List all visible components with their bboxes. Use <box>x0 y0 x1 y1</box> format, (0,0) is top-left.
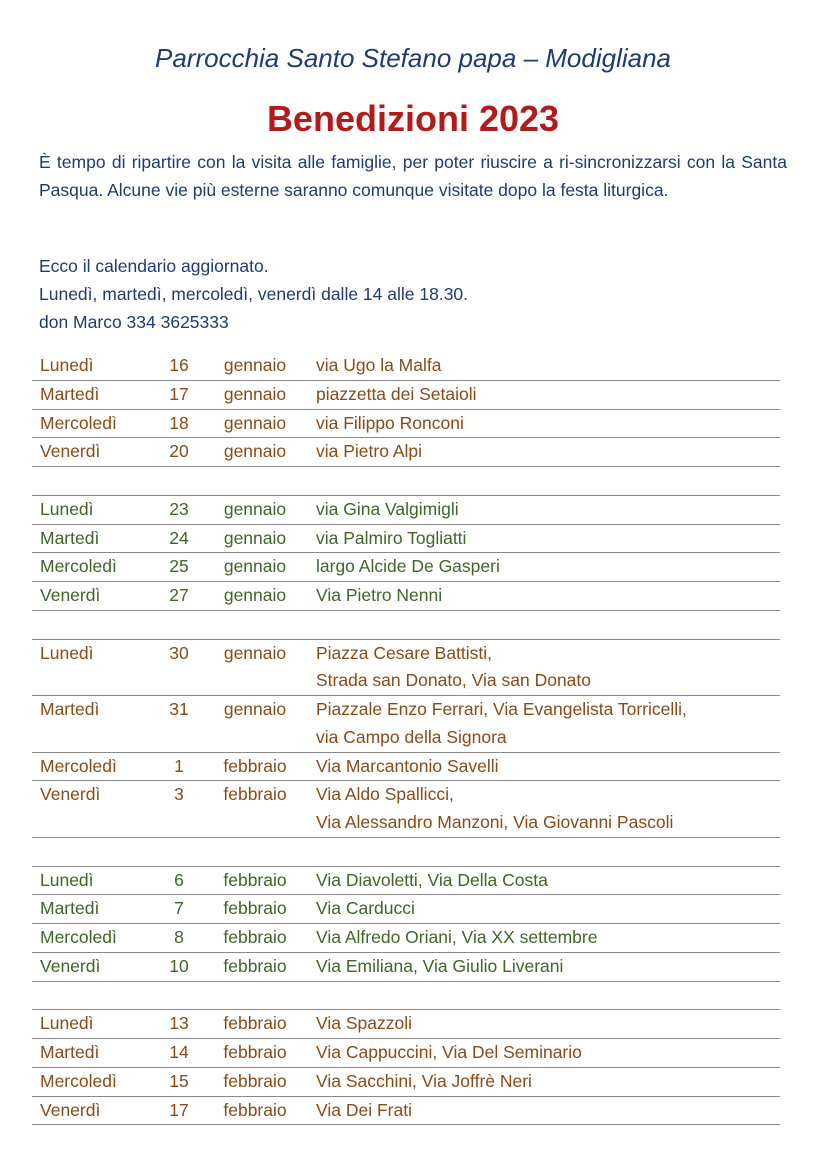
month-cell: gennaio <box>223 412 287 433</box>
date-number-cell: 27 <box>169 585 189 605</box>
street-line: Via Cappuccini, Via Del Seminario <box>316 1042 582 1062</box>
date-number-cell: 8 <box>174 927 184 947</box>
streets-cell <box>306 1097 780 1125</box>
street-line: Via Marcantonio Savelli <box>316 755 499 776</box>
page-title: Benedizioni 2023 <box>266 98 560 139</box>
streets-cell <box>306 410 780 438</box>
streets-cell <box>306 582 780 610</box>
info-block <box>39 252 468 336</box>
schedule-table <box>32 352 780 1125</box>
streets-cell <box>306 553 780 581</box>
weekday-cell: Lunedì <box>40 498 94 519</box>
street-line: Via Dei Frati <box>316 1099 412 1120</box>
streets-cell <box>306 781 780 837</box>
week-separator <box>32 838 780 867</box>
month-cell: febbraio <box>223 955 287 976</box>
schedule-row <box>32 753 780 782</box>
date-number-cell: 18 <box>169 412 189 433</box>
month-cell: gennaio <box>223 527 287 548</box>
month-cell: febbraio <box>223 869 287 890</box>
schedule-row <box>32 1097 780 1126</box>
street-line: via Ugo la Malfa <box>316 355 442 375</box>
date-number-cell: 31 <box>169 699 189 719</box>
weekday-cell: Lunedì <box>40 355 94 375</box>
month-cell: febbraio <box>223 1099 287 1120</box>
weekday-cell: Lunedì <box>40 642 94 663</box>
date-number-cell: 17 <box>169 383 189 404</box>
street-line: Via Alessandro Manzoni, Via Giovanni Pascoli <box>316 812 674 832</box>
schedule-row <box>32 582 780 611</box>
street-line: largo Alcide De Gasperi <box>316 556 500 577</box>
streets-cell <box>306 1068 780 1096</box>
street-line: Via Alfredo Oriani, Via XX settembre <box>316 927 598 947</box>
schedule-row <box>32 352 780 381</box>
weekday-cell: Mercoledì <box>40 412 117 433</box>
weekday-cell: Venerdì <box>40 441 101 462</box>
streets-cell <box>306 924 780 952</box>
street-line: via Palmiro Togliatti <box>316 527 467 548</box>
date-number-cell: 24 <box>169 527 189 548</box>
date-number-cell: 16 <box>169 355 189 375</box>
street-line: via Filippo Ronconi <box>316 412 464 433</box>
weekday-cell: Martedì <box>40 1042 100 1062</box>
streets-cell <box>306 496 780 524</box>
month-cell: gennaio <box>223 383 287 404</box>
parish-name: Parrocchia Santo Stefano papa – Modigliana <box>154 43 671 73</box>
info-calendar-line: Ecco il calendario aggiornato. <box>39 256 269 276</box>
intro-paragraph: È tempo di ripartire con la visita alle famiglie, per poter riuscire a ri-sincronizzarsi con la Santa Pasqua. Alcune vie più esterne saranno comunque visitate dopo la festa liturgica. <box>39 152 787 200</box>
streets-cell <box>306 352 780 380</box>
month-cell: febbraio <box>223 784 287 805</box>
weekday-cell: Venerdì <box>40 1099 101 1120</box>
date-number-cell: 20 <box>169 441 189 462</box>
date-number-cell: 15 <box>169 1070 189 1091</box>
schedule-row <box>32 924 780 953</box>
weekday-cell: Martedì <box>40 699 100 719</box>
week-separator <box>32 611 780 640</box>
week-separator <box>32 467 780 496</box>
weekday-cell: Mercoledì <box>40 1070 117 1091</box>
month-cell: febbraio <box>223 1013 287 1034</box>
month-cell: febbraio <box>223 755 287 776</box>
street-line: Via Sacchini, Via Joffrè Neri <box>316 1070 532 1091</box>
schedule-row <box>32 696 780 753</box>
street-line: piazzetta dei Setaioli <box>316 383 477 404</box>
date-number-cell: 13 <box>169 1013 189 1034</box>
date-number-cell: 14 <box>169 1042 189 1062</box>
street-line: Via Aldo Spallicci, <box>316 784 454 805</box>
schedule-row <box>32 867 780 896</box>
weekday-cell: Martedì <box>40 383 100 404</box>
month-cell: febbraio <box>223 927 287 947</box>
schedule-row <box>32 1068 780 1097</box>
street-line: Via Emiliana, Via Giulio Liverani <box>316 955 564 976</box>
street-line: Via Diavoletti, Via Della Costa <box>316 869 548 890</box>
street-line: Via Spazzoli <box>316 1013 412 1034</box>
schedule-row <box>32 953 780 982</box>
weekday-cell: Mercoledì <box>40 755 117 776</box>
streets-cell <box>306 953 780 981</box>
schedule-row <box>32 410 780 439</box>
date-number-cell: 3 <box>174 784 184 805</box>
weekday-cell: Mercoledì <box>40 556 117 577</box>
street-line: via Campo della Signora <box>316 726 507 747</box>
weekday-cell: Venerdì <box>40 585 101 605</box>
month-cell: gennaio <box>223 642 287 663</box>
weekday-cell: Venerdì <box>40 955 101 976</box>
month-cell: febbraio <box>223 1070 287 1091</box>
streets-cell <box>306 895 780 923</box>
streets-cell <box>306 640 780 696</box>
schedule-row <box>32 438 780 467</box>
date-number-cell: 7 <box>174 898 184 919</box>
info-contact-line: don Marco 334 3625333 <box>39 312 229 332</box>
date-number-cell: 1 <box>174 755 184 776</box>
weekday-cell: Martedì <box>40 898 100 919</box>
streets-cell <box>306 753 780 781</box>
streets-cell <box>306 1010 780 1038</box>
month-cell: gennaio <box>223 699 287 719</box>
schedule-row <box>32 781 780 838</box>
month-cell: gennaio <box>223 585 287 605</box>
weekday-cell: Martedì <box>40 527 100 548</box>
streets-cell <box>306 525 780 553</box>
date-number-cell: 17 <box>169 1099 189 1120</box>
date-number-cell: 10 <box>169 955 189 976</box>
street-line: via Pietro Alpi <box>316 441 423 462</box>
street-line: Via Carducci <box>316 898 415 919</box>
street-line: via Gina Valgimigli <box>316 498 459 519</box>
week-separator <box>32 982 780 1011</box>
schedule-row <box>32 1010 780 1039</box>
date-number-cell: 23 <box>169 498 189 519</box>
weekday-cell: Mercoledì <box>40 927 117 947</box>
date-number-cell: 6 <box>174 869 184 890</box>
schedule-row <box>32 895 780 924</box>
month-cell: febbraio <box>223 1042 287 1062</box>
month-cell: gennaio <box>223 556 287 577</box>
streets-cell <box>306 381 780 409</box>
schedule-row <box>32 496 780 525</box>
info-hours-line: Lunedì, martedì, mercoledì, venerdì dalle 14 alle 18.30. <box>39 284 469 304</box>
street-line: Piazzale Enzo Ferrari, Via Evangelista Torricelli, <box>316 699 687 719</box>
schedule-row <box>32 1039 780 1068</box>
streets-cell <box>306 1039 780 1067</box>
weekday-cell: Lunedì <box>40 869 94 890</box>
streets-cell <box>306 696 780 752</box>
month-cell: febbraio <box>223 898 287 919</box>
month-cell: gennaio <box>223 355 287 375</box>
month-cell: gennaio <box>223 441 287 462</box>
streets-cell <box>306 438 780 466</box>
schedule-row <box>32 525 780 554</box>
date-number-cell: 25 <box>169 556 189 577</box>
street-line: Piazza Cesare Battisti, <box>316 642 493 663</box>
weekday-cell: Lunedì <box>40 1013 94 1034</box>
schedule-row <box>32 553 780 582</box>
date-number-cell: 30 <box>169 642 189 663</box>
weekday-cell: Venerdì <box>40 784 101 805</box>
street-line: Via Pietro Nenni <box>316 585 443 605</box>
schedule-row <box>32 640 780 697</box>
month-cell: gennaio <box>223 498 287 519</box>
street-line: Strada san Donato, Via san Donato <box>316 670 592 691</box>
schedule-row <box>32 381 780 410</box>
streets-cell <box>306 867 780 895</box>
